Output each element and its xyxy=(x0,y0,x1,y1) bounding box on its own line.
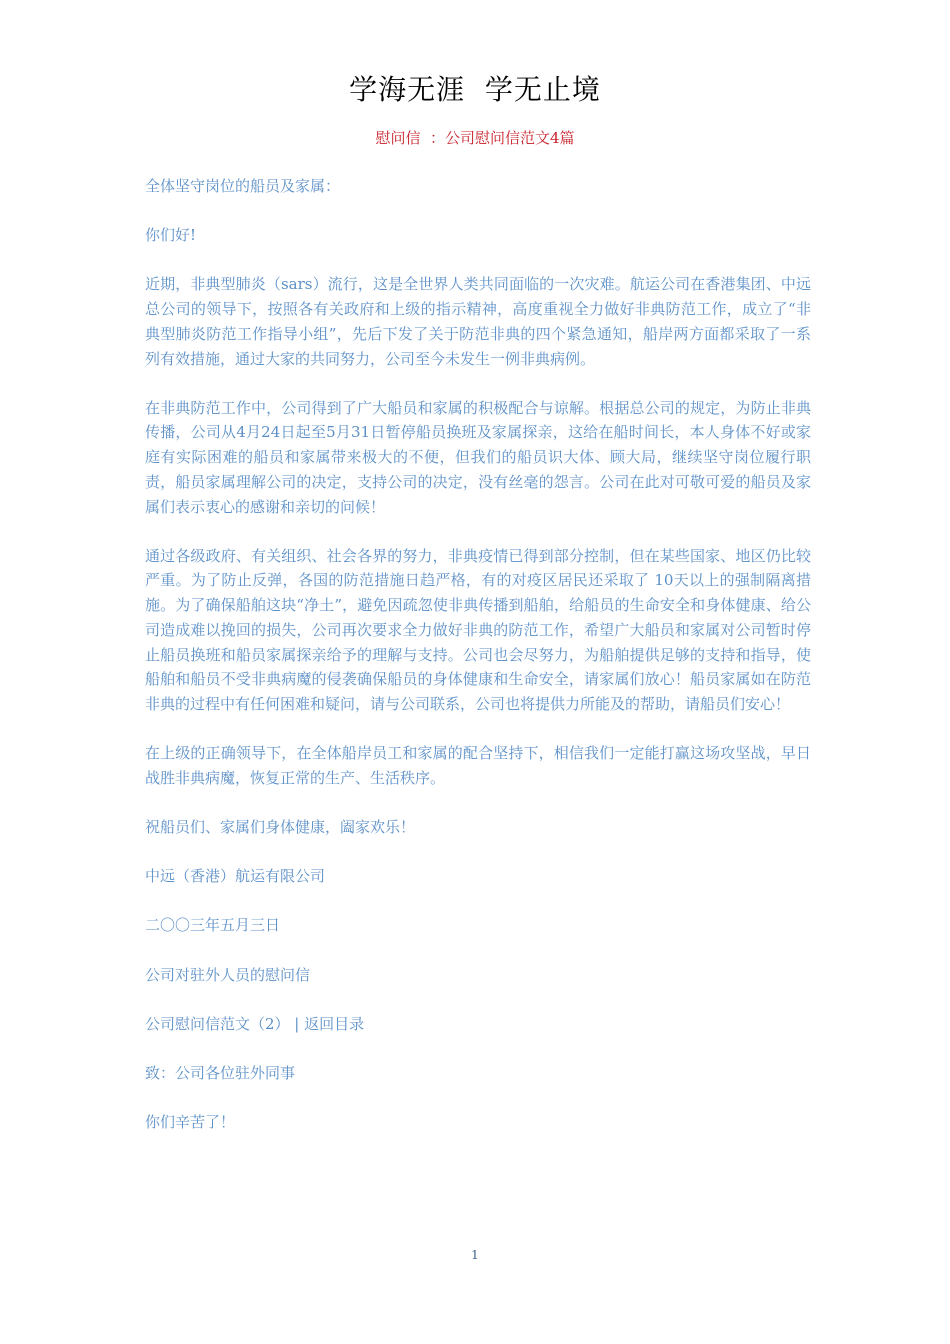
document-subtitle: 慰问信 ：公司慰问信范文4篇 xyxy=(375,129,575,147)
page-number: 1 xyxy=(471,1248,479,1262)
letter-body xyxy=(145,174,811,1159)
body-paragraph: 通过各级政府、有关组织、社会各界的努力，非典疫情已得到部分控制，但在某些国家、地区仍比较严重。为了防止反弹，各国的防范措施日趋严格，有的对疫区居民还采取了 10天以上的强制隔离措施。为了确保船舶这块“净土”，避免因疏忽使非典传播到船舶，给船员的生命安全和身体健康、给公司造成难以挽回的损失，公司再次要求全力做好非典的防范工作，希望广大船员和家属对公司暂时停止船员换班和船员家属探亲给予的理解与支持。公司也会尽努力，为船舶提供足够的支持和指导，使船舶和船员不受非典病魔的侵袭确保船员的身体健康和生命安全，请家属们放心！船员家属如在防范非典的过程中有任何困难和疑问，请与公司联系，公司也将提供力所能及的帮助，请船员们安心！ xyxy=(145,546,811,713)
greeting-2: 你们辛苦了！ xyxy=(145,1113,236,1132)
body-paragraph: 在非典防范工作中，公司得到了广大船员和家属的积极配合与谅解。根据总公司的规定，为防止非典传播，公司从4月24日起至5月31日暂停船员换班及家属探亲，这给在船时间长，本人身体不好或家庭有实际困难的船员和家属带来极大的不便，但我们的船员识大体、顾大局，继续坚守岗位履行职责，船员家属理解公司的决定，支持公司的决定，没有丝毫的怨言。公司在此对可敬可爱的船员及家属们表示衷心的感谢和亲切的问候！ xyxy=(145,398,811,516)
closing-wish: 祝船员们、家属们身体健康，阖家欢乐！ xyxy=(145,818,416,837)
page-title: 学海无涯 学无止境 xyxy=(349,73,601,106)
section-heading: 公司对驻外人员的慰问信 xyxy=(145,965,311,984)
signature-date: 二〇〇三年五月三日 xyxy=(145,916,281,935)
salutation: 全体坚守岗位的船员及家属： xyxy=(145,177,341,195)
body-paragraph: 在上级的正确领导下，在全体船岸员工和家属的配合坚持下，相信我们一定能打赢这场攻坚战，早日战胜非典病魔，恢复正常的生产、生活秩序。 xyxy=(145,744,811,787)
signature-company: 中远（香港）航运有限公司 xyxy=(145,867,326,886)
sample-nav-link[interactable]: 公司慰问信范文（2） | 返回目录 xyxy=(145,1014,365,1033)
salutation-2: 致：公司各位驻外同事 xyxy=(145,1064,296,1083)
body-paragraph: 近期，非典型肺炎（sars）流行，这是全世界人类共同面临的一次灾难。航运公司在香港集团、中远总公司的领导下，按照各有关政府和上级的指示精神，高度重视全力做好非典防范工作，成立了“非典型肺炎防范工作指导小组”，先后下发了关于防范非典的四个紧急通知，船岸两方面都采取了一系列有效措施，通过大家的共同努力，公司至今未发生一例非典病例。 xyxy=(145,275,811,368)
greeting: 你们好! xyxy=(145,226,197,245)
